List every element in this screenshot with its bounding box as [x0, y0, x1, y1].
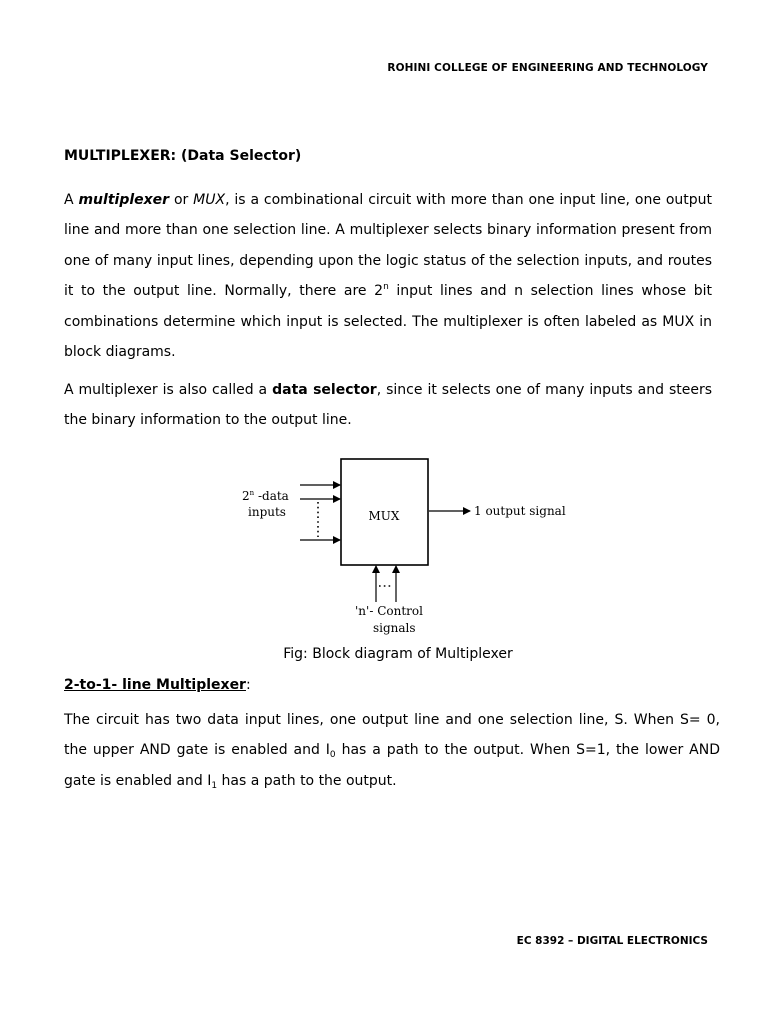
paragraph-intro — [64, 185, 712, 367]
paragraph-data-selector — [64, 375, 712, 436]
control-label-line2: signals — [373, 621, 416, 635]
subscript-1: 1 — [211, 780, 218, 791]
mux-block-diagram — [230, 452, 570, 642]
text-run: , since it selects one of many inputs and steers the binary information to the output line. — [64, 382, 712, 429]
superscript-n: n — [383, 282, 389, 293]
term-mux: MUX — [193, 192, 226, 208]
mux-label: MUX — [368, 509, 400, 523]
input-label-line2: inputs — [248, 505, 286, 519]
paragraph-2-to-1 — [64, 705, 720, 796]
term-data-selector: data selector — [272, 382, 377, 398]
figure-caption: Fig: Block diagram of Multiplexer — [283, 646, 513, 662]
term-multiplexer: multiplexer — [78, 192, 170, 208]
text-run: or — [169, 192, 194, 208]
output-label: 1 output signal — [474, 504, 566, 518]
sub-heading-text: 2-to-1- line Multiplexer — [64, 677, 246, 693]
control-label-line1: 'n'- Control — [355, 604, 423, 618]
subscript-0: 0 — [329, 750, 336, 761]
page-footer: EC 8392 – DIGITAL ELECTRONICS — [516, 935, 708, 947]
text-run: has a path to the output. — [217, 772, 397, 789]
text-run: has a path to the output. When S=1, the lower AND gate is enabled and I — [64, 742, 720, 789]
section-title: MULTIPLEXER: (Data Selector) — [64, 148, 302, 164]
text-run: , is a combinational circuit with more than one input line, one output line and more than one selection line. A multiplexer selects binary information present from one of many input lines, depending upon the logic status of the selection inputs, and routes it to the output line. Normally, there are 2 — [64, 192, 712, 300]
page-header: ROHINI COLLEGE OF ENGINEERING AND TECHNOLOGY — [387, 62, 708, 74]
sub-heading-colon: : — [245, 677, 251, 693]
sub-heading — [64, 677, 251, 693]
text-run: A multiplexer is also called a — [64, 382, 273, 398]
text-run: input lines and n selection lines whose bit combinations determine which input is selected. The multiplexer is often labeled as MUX in block diagrams. — [64, 283, 712, 361]
text-run: The circuit has two data input lines, one output line and one selection line, S. When S= 0, the upper AND gate is enabled and I — [64, 712, 720, 759]
text-run: A — [64, 192, 79, 208]
input-label-line1: 2$^n$ -data — [242, 489, 289, 503]
